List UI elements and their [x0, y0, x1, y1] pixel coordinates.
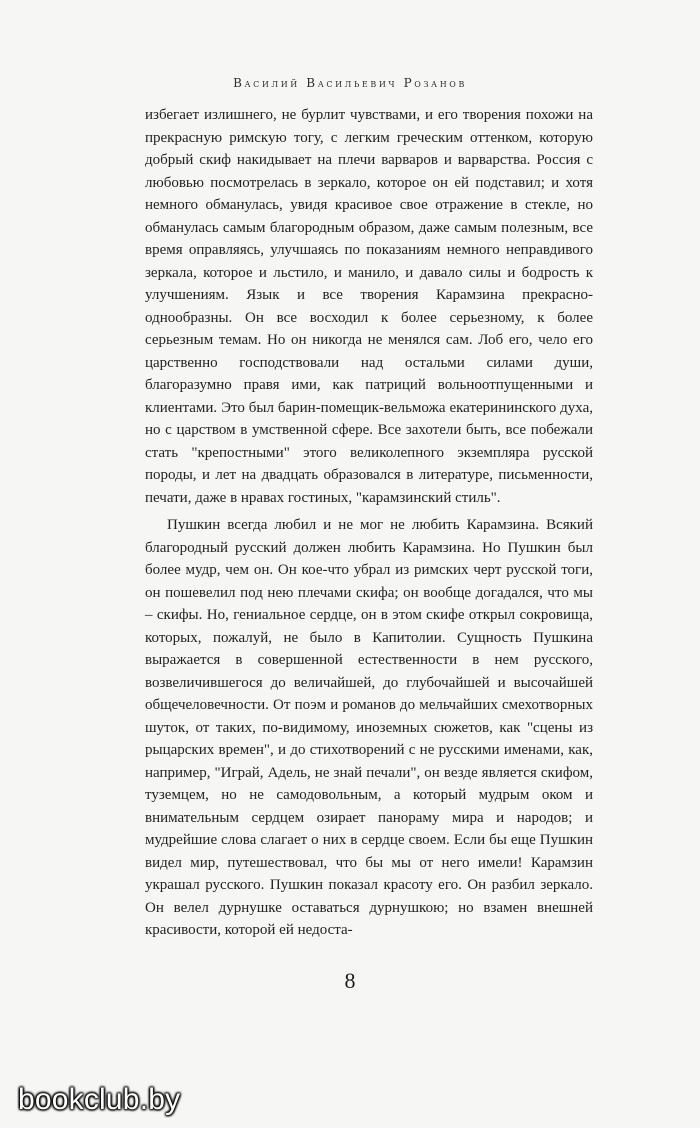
- watermark-logo: bookclub.by: [18, 1083, 181, 1116]
- page-number: 8: [344, 968, 356, 993]
- running-header: Василий Васильевич Розанов: [233, 76, 467, 90]
- paragraph-2: Пушкин всегда любил и не мог не любить Карамзина. Всякий благородный русский должен любить Карамзина. Но Пушкин был более мудр, чем он. Он кое-что убрал из римских черт русской тоги, он пошевелил под нею плечами скифа; он вообще догадался, что мы – скифы. Но, гениальное сердце, он в этом скифе открыл сокровища, которых, пожалуй, не было в Капитолии. Сущность Пушкина выражается в совершенной естественности в нем русского, возвеличившегося до величайшей, до глубочайшей и высочайшей общечеловечности. От поэм и романов до мельчайших смехотворных шуток, от таких, по-видимому, иноземных сюжетов, как "сцены из рыцарских времен", и до стихотворений с не русскими именами, как, например, "Играй, Адель, не знай печали", он везде является скифом, туземцем, но не самодовольным, а который мудрым оком и внимательным сердцем озирает панораму мира и народов; и мудрейшие слова слагает о них в сердце своем. Если бы еще Пушкин видел мир, путешествовал, что бы мы от него имели! Карамзин украшал русского. Пушкин показал красоту его. Он разбил зеркало. Он велел дурнушке оставаться дурнушкою; но взамен внешней красивости, которой ей недоста-: [145, 517, 593, 938]
- paragraph-1: избегает излишнего, не бурлит чувствами, и его творения похожи на прекрасную римскую тогу, с легким греческим оттенком, которую добрый скиф накидывает на плечи варваров и варварства. Россия с любовью посмотрелась в зеркало, которое он ей подставил; и хотя немного обманулась, увидя красивое свое отражение в стекле, но обманулась самым благородным образом, даже самым полезным, все время оправляясь, улучшаясь по показаниям немного неправдивого зеркала, которое и льстило, и манило, и давало силы и бодрость к улучшениям. Язык и все творения Карамзина прекрасно-однообразны. Он все восходил к более серьезному, к более серьезным темам. Но он никогда не менялся сам. Лоб его, чело его царственно господствовали над остальми силами души, благоразумно правя ими, как патриций вольноотпущенными и клиентами. Это был барин-помещик-вельможа екатерининского духа, но с царством в умственной сфере. Все захотели быть, все побежали стать "крепостными" этого великолепного экземпляра русской породы, и лет на двадцать образовался в литературе, письменности, печати, даже в нравах гостиных, "карамзинский стиль".: [145, 107, 593, 506]
- body-text: [145, 104, 593, 942]
